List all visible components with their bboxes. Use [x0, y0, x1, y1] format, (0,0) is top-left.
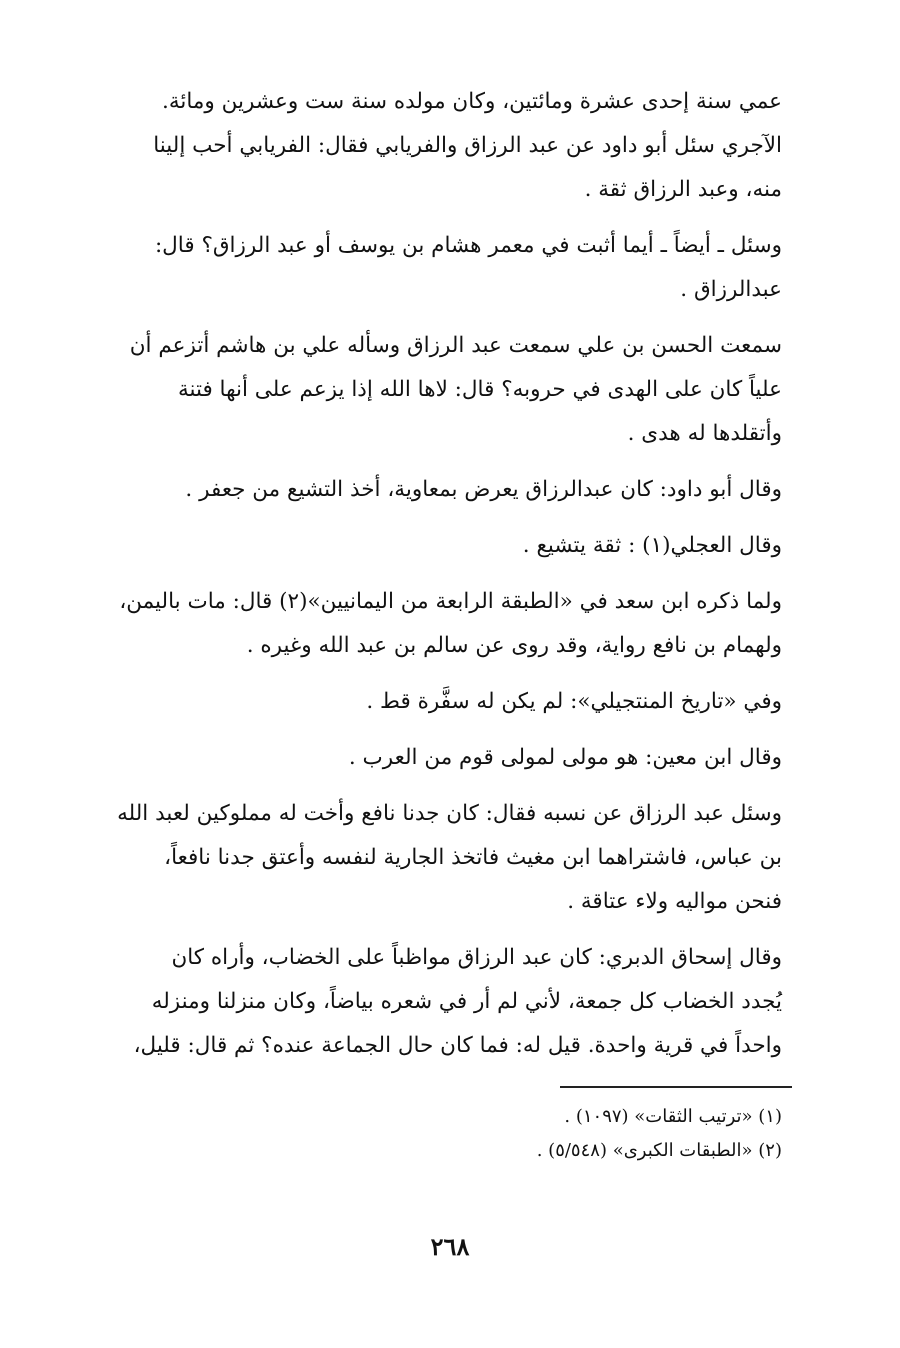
main-text	[112, 80, 782, 1080]
paragraph	[112, 324, 782, 456]
text-line: وسئل عبد الرزاق عن نسبه فقال: كان جدنا نافع وأخت له مملوكين لعبد الله	[117, 801, 782, 826]
paragraph	[112, 736, 782, 780]
text-line: وأتقلدها له هدى .	[627, 421, 782, 446]
text-line: وقال أبو داود: كان عبدالرزاق يعرض بمعاوية، أخذ التشيع من جعفر .	[185, 477, 782, 502]
text-line: وسئل ـ أيضاً ـ أيما أثبت في معمر هشام بن يوسف أو عبد الرزاق؟ قال:	[154, 233, 782, 258]
text-line: فنحن مواليه ولاء عتاقة .	[567, 889, 782, 914]
paragraph	[112, 224, 782, 312]
footnote: (١) «ترتيب الثقات» (١٠٩٧) .	[564, 1106, 782, 1127]
text-line: سمعت الحسن بن علي سمعت عبد الرزاق وسأله علي بن هاشم أتزعم أن	[129, 333, 782, 358]
text-line: الآجري سئل أبو داود عن عبد الرزاق والفريابي فقال: الفريابي أحب إلينا	[153, 133, 782, 158]
text-line: ولما ذكره ابن سعد في «الطبقة الرابعة من اليمانيين»(٢) قال: مات باليمن،	[119, 589, 782, 614]
paragraph	[112, 80, 782, 212]
text-line: ولهمام بن نافع رواية، وقد روى عن سالم بن عبد الله وغيره .	[246, 633, 782, 658]
paragraph	[112, 792, 782, 924]
footnote: (٢) «الطبقات الكبرى» (٥/٥٤٨) .	[536, 1140, 782, 1161]
paragraph	[112, 524, 782, 568]
text-line: علياً كان على الهدى في حروبه؟ قال: لاها الله إذا يزعم على أنها فتنة	[177, 377, 782, 402]
text-line: واحداً في قرية واحدة. قيل له: فما كان حال الجماعة عنده؟ ثم قال: قليل،	[133, 1033, 782, 1058]
paragraph	[112, 936, 782, 1068]
footnote-divider	[560, 1086, 792, 1088]
paragraph	[112, 468, 782, 512]
page-number: ٢٦٨	[430, 1232, 470, 1261]
paragraph	[112, 680, 782, 724]
footnotes	[112, 1100, 782, 1168]
text-line: بن عباس، فاشتراهما ابن مغيث فاتخذ الجارية لنفسه وأعتق جدنا نافعاً،	[164, 845, 782, 870]
text-line: عبدالرزاق .	[680, 277, 782, 302]
text-line: منه، وعبد الرزاق ثقة .	[584, 177, 782, 202]
text-line: يُجدد الخضاب كل جمعة، لأني لم أر في شعره بياضاً، وكان منزلنا ومنزله	[151, 989, 782, 1014]
text-line: وفي «تاريخ المنتجيلي»: لم يكن له سفَّرة قط .	[366, 689, 782, 714]
text-line: وقال إسحاق الدبري: كان عبد الرزاق مواظباً على الخضاب، وأراه كان	[171, 945, 782, 970]
text-line: عمي سنة إحدى عشرة ومائتين، وكان مولده سنة ست وعشرين ومائة.	[161, 89, 782, 114]
paragraph	[112, 580, 782, 668]
text-line: وقال العجلي(١) : ثقة يتشيع .	[522, 533, 782, 558]
text-line: وقال ابن معين: هو مولى لمولى قوم من العرب .	[348, 745, 782, 770]
